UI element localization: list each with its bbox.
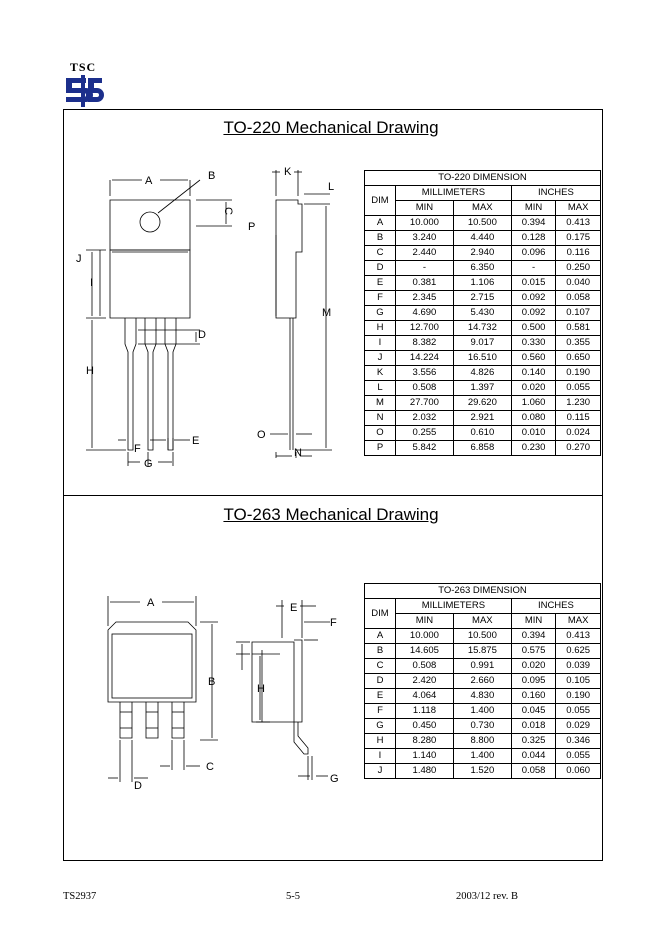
dim-label-n: N	[294, 447, 302, 459]
value-cell: 0.039	[556, 659, 601, 674]
table-row	[365, 734, 601, 749]
value-cell: 6.858	[453, 441, 511, 456]
value-cell: 1.520	[453, 764, 511, 779]
dim-label-k: K	[284, 166, 292, 178]
table-row	[365, 674, 601, 689]
value-cell: 9.017	[453, 336, 511, 351]
value-cell: 0.355	[556, 336, 601, 351]
dim-cell: N	[365, 411, 396, 426]
value-cell: 0.080	[511, 411, 556, 426]
dim-cell: A	[365, 629, 396, 644]
value-cell: 0.140	[511, 366, 556, 381]
dim-cell: O	[365, 426, 396, 441]
table-row	[365, 689, 601, 704]
dim-cell: D	[365, 261, 396, 276]
logo-text: TSC	[69, 60, 97, 74]
value-cell: 0.105	[556, 674, 601, 689]
value-cell: 0.581	[556, 321, 601, 336]
value-cell: 0.413	[556, 629, 601, 644]
dim-cell: I	[365, 749, 396, 764]
table-row	[365, 749, 601, 764]
value-cell: 0.045	[511, 704, 556, 719]
value-cell: 5.842	[396, 441, 454, 456]
value-cell: 0.092	[511, 291, 556, 306]
value-cell: 0.175	[556, 231, 601, 246]
to263-label-b: B	[208, 676, 216, 688]
value-cell: 2.921	[453, 411, 511, 426]
value-cell: 3.556	[396, 366, 454, 381]
value-cell: 29.620	[453, 396, 511, 411]
value-cell: 2.345	[396, 291, 454, 306]
dim-label-h: H	[86, 365, 94, 377]
value-cell: 0.160	[511, 689, 556, 704]
value-cell: 0.610	[453, 426, 511, 441]
mm-header: MILLIMETERS	[396, 599, 512, 614]
value-cell: 0.346	[556, 734, 601, 749]
value-cell: 16.510	[453, 351, 511, 366]
value-cell: 0.230	[511, 441, 556, 456]
value-cell: 0.190	[556, 366, 601, 381]
dim-cell: B	[365, 644, 396, 659]
value-cell: 0.394	[511, 629, 556, 644]
inch-header: INCHES	[511, 599, 600, 614]
dim-cell: B	[365, 231, 396, 246]
value-cell: -	[396, 261, 454, 276]
value-cell: 0.044	[511, 749, 556, 764]
dim-cell: G	[365, 719, 396, 734]
mm-header: MILLIMETERS	[396, 186, 512, 201]
value-cell: 0.128	[511, 231, 556, 246]
footer-doc-id: TS2937	[63, 891, 97, 902]
value-cell: 0.270	[556, 441, 601, 456]
dim-cell: C	[365, 246, 396, 261]
dim-cell: D	[365, 674, 396, 689]
value-cell: 3.240	[396, 231, 454, 246]
value-cell: 0.255	[396, 426, 454, 441]
table-row	[365, 246, 601, 261]
in-min-header: MIN	[511, 201, 556, 216]
value-cell: 0.058	[556, 291, 601, 306]
value-cell: 0.095	[511, 674, 556, 689]
to263-label-g: G	[330, 773, 339, 785]
dim-label-j: J	[76, 253, 82, 265]
table-row	[365, 704, 601, 719]
dim-cell: I	[365, 336, 396, 351]
table-row	[365, 426, 601, 441]
value-cell: 0.060	[556, 764, 601, 779]
value-cell: 1.106	[453, 276, 511, 291]
value-cell: 1.140	[396, 749, 454, 764]
dim-label-b: B	[208, 170, 216, 182]
dim-cell: F	[365, 704, 396, 719]
dim-cell: J	[365, 351, 396, 366]
value-cell: 10.500	[453, 216, 511, 231]
value-cell: 0.325	[511, 734, 556, 749]
value-cell: 0.450	[396, 719, 454, 734]
table-row	[365, 381, 601, 396]
dim-cell: A	[365, 216, 396, 231]
value-cell: 27.700	[396, 396, 454, 411]
dim-cell: G	[365, 306, 396, 321]
value-cell: 2.940	[453, 246, 511, 261]
value-cell: 6.350	[453, 261, 511, 276]
value-cell: -	[511, 261, 556, 276]
dim-cell: H	[365, 321, 396, 336]
mm-max-header: MAX	[453, 614, 511, 629]
value-cell: 4.064	[396, 689, 454, 704]
dim-header: DIM	[365, 186, 396, 216]
value-cell: 0.010	[511, 426, 556, 441]
dim-label-i: I	[90, 277, 94, 289]
value-cell: 0.020	[511, 659, 556, 674]
value-cell: 0.020	[511, 381, 556, 396]
table-row	[365, 366, 601, 381]
value-cell: 14.224	[396, 351, 454, 366]
value-cell: 1.060	[511, 396, 556, 411]
in-max-header: MAX	[556, 614, 601, 629]
dim-label-o: O	[257, 429, 266, 441]
value-cell: 14.605	[396, 644, 454, 659]
in-max-header: MAX	[556, 201, 601, 216]
dim-label-g: G	[144, 458, 153, 470]
table-row	[365, 216, 601, 231]
table-title: TO-220 DIMENSION	[365, 171, 601, 186]
value-cell: 4.830	[453, 689, 511, 704]
value-cell: 8.800	[453, 734, 511, 749]
to263-label-f: F	[330, 617, 337, 629]
table-row	[365, 441, 601, 456]
dim-cell: L	[365, 381, 396, 396]
value-cell: 0.092	[511, 306, 556, 321]
value-cell: 0.018	[511, 719, 556, 734]
value-cell: 0.055	[556, 704, 601, 719]
dim-cell: E	[365, 689, 396, 704]
value-cell: 1.230	[556, 396, 601, 411]
dim-label-m: M	[322, 307, 332, 319]
value-cell: 0.413	[556, 216, 601, 231]
value-cell: 0.560	[511, 351, 556, 366]
value-cell: 0.015	[511, 276, 556, 291]
inch-header: INCHES	[511, 186, 600, 201]
dim-header: DIM	[365, 599, 396, 629]
value-cell: 0.029	[556, 719, 601, 734]
value-cell: 0.508	[396, 659, 454, 674]
value-cell: 1.400	[453, 749, 511, 764]
value-cell: 4.690	[396, 306, 454, 321]
value-cell: 14.732	[453, 321, 511, 336]
value-cell: 0.650	[556, 351, 601, 366]
to263-title: TO-263 Mechanical Drawing	[223, 505, 439, 524]
value-cell: 0.500	[511, 321, 556, 336]
to263-dimension-table	[364, 583, 601, 779]
table-row	[365, 351, 601, 366]
footer-revision: 2003/12 rev. B	[456, 891, 519, 902]
mm-max-header: MAX	[453, 201, 511, 216]
table-row	[365, 629, 601, 644]
table-row	[365, 719, 601, 734]
value-cell: 0.024	[556, 426, 601, 441]
value-cell: 2.032	[396, 411, 454, 426]
table-row	[365, 306, 601, 321]
value-cell: 0.055	[556, 381, 601, 396]
table-row	[365, 276, 601, 291]
mm-min-header: MIN	[396, 201, 454, 216]
dim-label-d: D	[198, 329, 206, 341]
value-cell: 0.625	[556, 644, 601, 659]
dim-cell: F	[365, 291, 396, 306]
value-cell: 1.118	[396, 704, 454, 719]
mm-min-header: MIN	[396, 614, 454, 629]
value-cell: 0.115	[556, 411, 601, 426]
value-cell: 15.875	[453, 644, 511, 659]
value-cell: 0.508	[396, 381, 454, 396]
dim-label-l: L	[328, 181, 335, 193]
dim-label-e: E	[192, 435, 200, 447]
value-cell: 1.400	[453, 704, 511, 719]
to263-label-c: C	[206, 761, 214, 773]
table-row	[365, 411, 601, 426]
value-cell: 0.055	[556, 749, 601, 764]
value-cell: 4.440	[453, 231, 511, 246]
value-cell: 0.394	[511, 216, 556, 231]
dim-label-c: C	[222, 207, 234, 215]
value-cell: 0.575	[511, 644, 556, 659]
value-cell: 2.440	[396, 246, 454, 261]
value-cell: 0.058	[511, 764, 556, 779]
dim-cell: K	[365, 366, 396, 381]
dim-cell: H	[365, 734, 396, 749]
value-cell: 0.330	[511, 336, 556, 351]
value-cell: 0.991	[453, 659, 511, 674]
dim-label-p: P	[248, 221, 256, 233]
to263-label-a: A	[147, 597, 155, 609]
value-cell: 10.000	[396, 216, 454, 231]
value-cell: 0.250	[556, 261, 601, 276]
dim-cell: P	[365, 441, 396, 456]
to220-title: TO-220 Mechanical Drawing	[223, 118, 439, 137]
dim-label-a: A	[145, 175, 153, 187]
dim-cell: C	[365, 659, 396, 674]
value-cell: 0.040	[556, 276, 601, 291]
value-cell: 8.280	[396, 734, 454, 749]
value-cell: 2.420	[396, 674, 454, 689]
table-row	[365, 231, 601, 246]
table-row	[365, 321, 601, 336]
table-row	[365, 659, 601, 674]
table-row	[365, 291, 601, 306]
value-cell: 1.397	[453, 381, 511, 396]
table-row	[365, 261, 601, 276]
value-cell: 4.826	[453, 366, 511, 381]
value-cell: 5.430	[453, 306, 511, 321]
value-cell: 0.107	[556, 306, 601, 321]
in-min-header: MIN	[511, 614, 556, 629]
value-cell: 0.381	[396, 276, 454, 291]
value-cell: 10.000	[396, 629, 454, 644]
value-cell: 0.116	[556, 246, 601, 261]
value-cell: 8.382	[396, 336, 454, 351]
value-cell: 0.190	[556, 689, 601, 704]
value-cell: 12.700	[396, 321, 454, 336]
to220-dimension-table	[364, 170, 601, 456]
value-cell: 1.480	[396, 764, 454, 779]
table-row	[365, 396, 601, 411]
table-row	[365, 764, 601, 779]
table-row	[365, 336, 601, 351]
table-title: TO-263 DIMENSION	[365, 584, 601, 599]
value-cell: 0.730	[453, 719, 511, 734]
footer-page-number: 5-5	[286, 891, 300, 902]
to263-label-d: D	[134, 780, 142, 792]
dim-cell: M	[365, 396, 396, 411]
to263-label-e: E	[290, 602, 298, 614]
to263-label-h: H	[257, 683, 265, 695]
value-cell: 2.660	[453, 674, 511, 689]
dim-cell: J	[365, 764, 396, 779]
dim-cell: E	[365, 276, 396, 291]
table-row	[365, 644, 601, 659]
dim-label-f: F	[134, 443, 141, 455]
value-cell: 10.500	[453, 629, 511, 644]
value-cell: 0.096	[511, 246, 556, 261]
value-cell: 2.715	[453, 291, 511, 306]
